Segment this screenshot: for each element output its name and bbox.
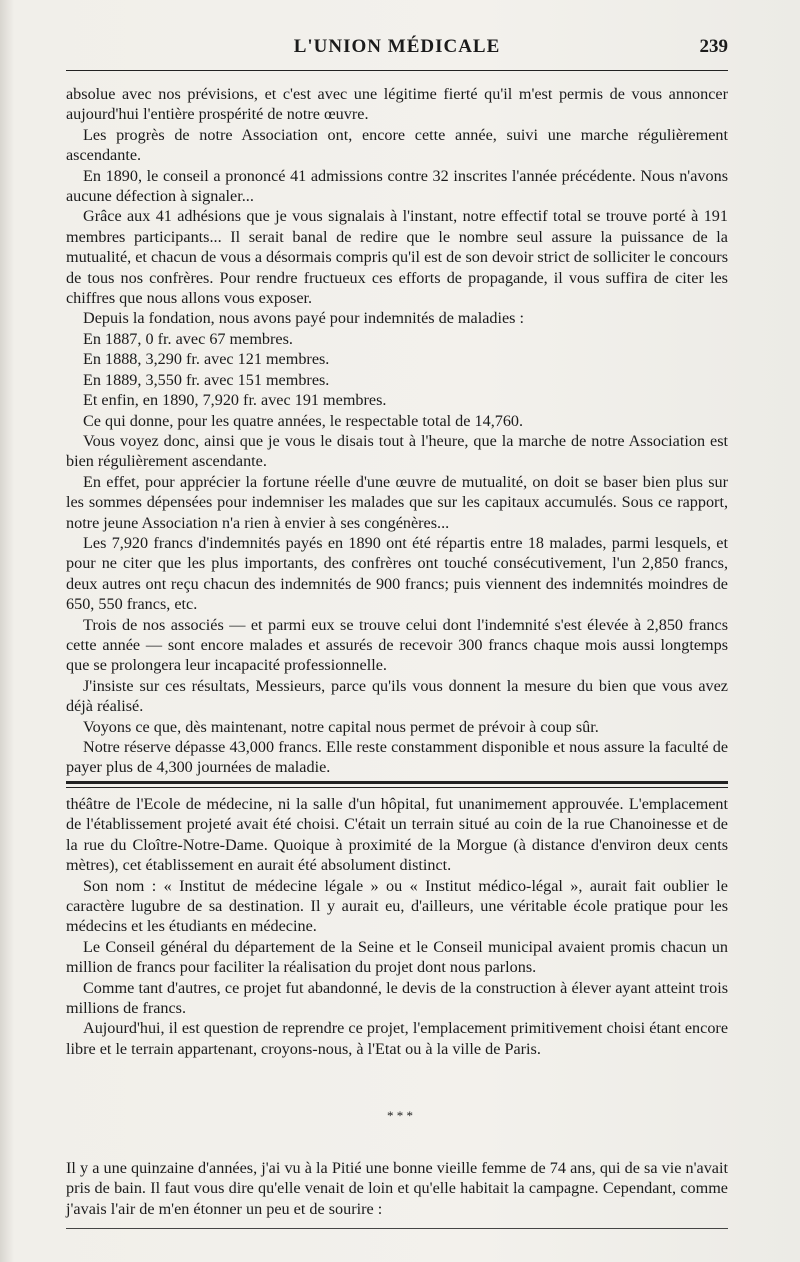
journal-title: L'UNION MÉDICALE [293, 36, 501, 57]
indemnity-line: En 1887, 0 fr. avec 67 membres. [83, 329, 293, 348]
paragraph: Grâce aux 41 adhésions que je vous signalais à l'instant, notre effectif total se trouve porté à 191 membres participants... Il serait banal de redire que le nombre seul assure la puissance de la mutualité, et chacun de vous a désormais compris qu'il est de son devoir strict de solliciter le concours de tous nos confrères. Pour rendre fructueux ces efforts de propagande, il vous suffira de citer les chiffres que nous allons vous exposer. [66, 207, 728, 308]
paragraph: théâtre de l'Ecole de médecine, ni la salle d'un hôpital, fut unanimement approuvée. L'emplacement de l'établissement projeté avait été choisi. C'était un terrain situé au coin de la rue Chanoinesse et de la rue du Cloître-Notre-Dame. Quoique à proximité de la Morgue (à distance d'environ deux cents mètres), cet établissement en aurait été absolument distinct. [66, 795, 728, 875]
paragraph: Trois de nos associés — et parmi eux se trouve celui dont l'indemnité s'est élevée à 2,850 francs cette année — sont encore malades et assurés de recevoir 300 francs chaque mois aussi longtemps que se prolongera leur incapacité professionnelle. [66, 615, 728, 675]
header-rule [66, 70, 728, 71]
paragraph: Il y a une quinzaine d'années, j'ai vu à la Pitié une bonne vieille femme de 74 ans, qui de sa vie n'avait pris de bain. Il faut vous dire qu'elle venait de loin et qu'elle habitait la campagne. Cependant, comme j'avais l'air de m'en étonner un peu et de sourire : [66, 1159, 728, 1218]
lower-article [66, 794, 728, 1059]
paragraph: Voyons ce que, dès maintenant, notre capital nous permet de prévoir à coup sûr. [83, 717, 599, 736]
paragraph: Les 7,920 francs d'indemnités payés en 1890 ont été répartis entre 18 malades, parmi lesquels, et pour ne citer que les plus importants, des confrères ont touché consécutivement, l'un 2,850 francs, deux autres ont reçu chacun des indemnités de 900 francs; puis viennent des indemnités moindres de 650, 550 francs, etc. [66, 533, 728, 614]
page-number: 239 [699, 36, 728, 57]
paragraph: Les progrès de notre Association ont, encore cette année, suivi une marche régulièrement ascendante. [66, 125, 728, 165]
paragraph: J'insiste sur ces résultats, Messieurs, parce qu'ils vous donnent la mesure du bien que vous avez déjà réalisé. [66, 676, 728, 716]
paragraph: Notre réserve dépasse 43,000 francs. Elle reste constamment disponible et nous assure la faculté de payer plus de 4,300 journées de maladie. [66, 738, 728, 777]
paragraph: Ce qui donne, pour les quatre années, le respectable total de 14,760. [83, 411, 524, 430]
bottom-rule [66, 1228, 728, 1229]
paragraph: Vous voyez donc, ainsi que je vous le disais tout à l'heure, que la marche de notre Association est bien régulièrement ascendante. [66, 431, 728, 471]
section-divider [66, 781, 728, 784]
upper-article [66, 84, 728, 778]
paragraph: Son nom : « Institut de médecine légale » ou « Institut médico-légal », aurait fait oublier le caractère lugubre de sa destination. Il y aurait eu, d'ailleurs, une véritable école pratique pour les médecins et les étudiants en médecine. [66, 876, 728, 936]
running-header [66, 36, 728, 66]
paragraph: Comme tant d'autres, ce projet fut abandonné, le devis de la construction à élever ayant atteint trois millions de francs. [66, 978, 728, 1018]
paragraph: En effet, pour apprécier la fortune réelle d'une œuvre de mutualité, on doit se baser bien plus sur les sommes dépensées pour indemniser les malades que sur les capitaux accumulés. Sous ce rapport, notre jeune Association n'a rien à envier à ses congénères... [66, 472, 728, 532]
paragraph: Le Conseil général du département de la Seine et le Conseil municipal avaient promis chacun un million de francs pour faciliter la réalisation du projet dont nous parlons. [66, 937, 728, 977]
asterism-separator: * * * [387, 1108, 413, 1123]
indemnity-line: En 1889, 3,550 fr. avec 151 membres. [83, 370, 330, 389]
paragraph: En 1890, le conseil a prononcé 41 admissions contre 32 inscrites l'année précédente. Nous n'avons aucune défection à signaler... [66, 166, 728, 206]
section-divider-thin [66, 787, 728, 788]
closing-article [66, 1158, 728, 1219]
paragraph: Depuis la fondation, nous avons payé pour indemnités de maladies : [83, 309, 525, 328]
indemnity-line: En 1888, 3,290 fr. avec 121 membres. [83, 350, 330, 369]
paragraph: Aujourd'hui, il est question de reprendre ce projet, l'emplacement primitivement choisi étant encore libre et le terrain appartenant, croyons-nous, à l'Etat ou à la ville de Paris. [66, 1019, 728, 1058]
paragraph: absolue avec nos prévisions, et c'est avec une légitime fierté qu'il m'est permis de vous annoncer aujourd'hui l'entière prospérité de notre œuvre. [66, 85, 728, 124]
indemnity-line: Et enfin, en 1890, 7,920 fr. avec 191 membres. [83, 391, 387, 410]
